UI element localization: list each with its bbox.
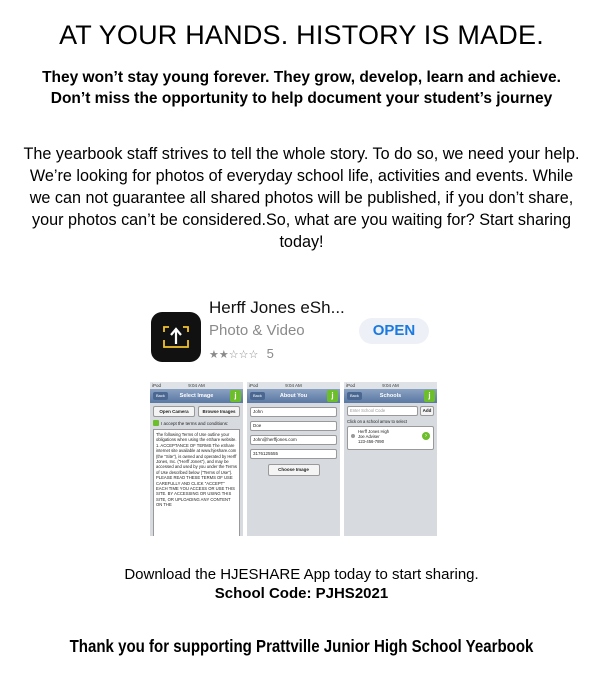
app-store-card[interactable]	[151, 296, 451, 366]
headline: AT YOUR HANDS. HISTORY IS MADE.	[59, 20, 544, 50]
open-camera-button: Open Camera	[153, 406, 195, 417]
app-name[interactable]: Herff Jones eSh...	[209, 298, 345, 317]
accept-terms-label: I accept the terms and conditions:	[161, 420, 229, 426]
checkbox-icon	[153, 420, 159, 426]
browse-images-button: Browse Images	[198, 406, 240, 417]
status-device: iPod	[152, 383, 162, 388]
school-phone: 123-456-7890	[358, 439, 385, 444]
app-rating	[209, 346, 274, 361]
last-name-field: Doe	[250, 421, 337, 431]
nav-title: Schools	[379, 393, 402, 399]
app-screenshots	[150, 382, 452, 536]
status-device: iPod	[249, 383, 259, 388]
app-icon[interactable]	[151, 312, 201, 362]
herff-jones-logo-icon: j	[327, 390, 338, 402]
status-bar	[344, 382, 437, 389]
back-button: Back	[347, 392, 362, 400]
nav-bar	[247, 389, 340, 403]
nav-bar	[344, 389, 437, 403]
chevron-right-icon: ›	[422, 432, 430, 440]
status-time: 9:04 AM	[382, 383, 399, 388]
open-button[interactable]: OPEN	[359, 318, 429, 344]
status-time: 9:04 AM	[285, 383, 302, 388]
app-category: Photo & Video	[209, 322, 305, 339]
status-device: iPod	[346, 383, 356, 388]
school-code: School Code: PJHS2021	[214, 585, 389, 602]
bullet-icon	[351, 434, 355, 438]
phone-field: 3176125555	[250, 449, 337, 459]
herff-jones-logo-icon: j	[424, 390, 435, 402]
download-text: Download the HJESHARE App today to start sharing.	[124, 566, 479, 583]
school-name: Herff Jones High	[358, 429, 390, 434]
rating-stars-icon: ★★☆☆☆	[209, 349, 259, 361]
nav-title: About You	[279, 393, 308, 399]
nav-title: Select Image	[179, 393, 214, 399]
screenshot-select-image	[150, 382, 243, 536]
school-adviser: Joe Adviser	[358, 434, 380, 439]
back-button: Back	[250, 392, 265, 400]
subhead: They won’t stay young forever. They grow, develop, learn and achieve. Don’t miss the opportunity to help document your student’s journey	[42, 69, 561, 107]
first-name-field: John	[250, 407, 337, 417]
terms-text: The following Terms of Use outline your obligations when using the eShare website. 1. ACCEPTANCE OF TERMS The eShare internet site available at www.hjeshare.com (the "Site"), is owned and operated by Herff Jones, Inc. ("Herff Jones"), and may be accessed and used by you under the Terms of Use described below ("Terms of Use"). PLEASE READ THESE TERMS OF USE CAREFULLY AND CLICK "ACCEPT" EACH TIME YOU ACCESS OR USE THIS SITE. BY ACCESSING OR USING THIS SITE, OR UPLOADING ANY CONTENT ON THE	[153, 429, 240, 536]
select-hint: Click on a school arrow to select	[347, 419, 408, 424]
nav-bar	[150, 389, 243, 403]
rating-count: 5	[266, 346, 274, 361]
screenshot-schools	[344, 382, 437, 536]
status-bar	[150, 382, 243, 389]
status-time: 9:04 AM	[188, 383, 205, 388]
thank-you-text: Thank you for supporting Prattville Junior High School Yearbook	[69, 636, 534, 656]
back-button: Back	[153, 392, 168, 400]
status-bar	[247, 382, 340, 389]
herff-jones-logo-icon: j	[230, 390, 241, 402]
body-paragraph: The yearbook staff strives to tell the whole story. To do so, we need your help. We’re looking for photos of everyday school life, activities and events. While we can not guarantee all shared photos will be published, if you don’t share, your photos can’t be considered.So, what are you waiting for? Start sharing today!	[23, 145, 580, 251]
choose-image-button: Choose Image	[268, 464, 320, 476]
email-field: John@herffjones.com	[250, 435, 337, 445]
school-code-input: Enter School Code	[347, 406, 418, 416]
screenshot-about-you	[247, 382, 340, 536]
add-button: Add	[420, 406, 434, 416]
school-list-item	[347, 426, 434, 450]
